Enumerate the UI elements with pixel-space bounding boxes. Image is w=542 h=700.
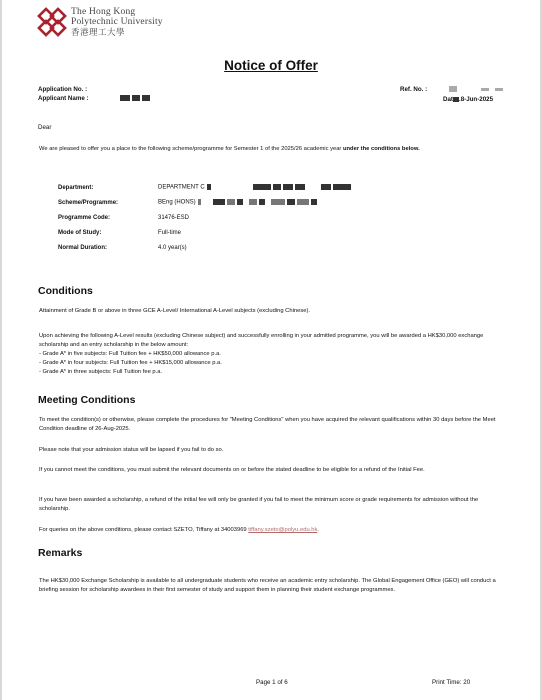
redaction <box>273 184 281 190</box>
redaction <box>120 95 130 101</box>
redaction <box>295 184 305 190</box>
application-no-label: Application No. : <box>38 86 88 93</box>
details-value: 4.0 year(s) <box>158 244 187 251</box>
redaction <box>333 184 351 190</box>
intro-paragraph <box>39 145 507 154</box>
conditions-paragraph-2: Upon achieving the following A-Level results (excluding Chinese subject) and successfully enrolling in your admitted programme, you will be awarded a HK$30,000 exchange scholarship and an entry scholarship in the below amount: <box>39 333 484 349</box>
redaction <box>481 88 489 91</box>
intro-bold-text: under the conditions below. <box>342 146 420 152</box>
university-name-line2: Polytechnic University <box>71 17 163 27</box>
details-value: Full-time <box>158 229 182 236</box>
redaction <box>287 199 295 205</box>
list-item: - Grade A* in five subjects: Full Tuition fee + HK$50,000 allowance p.a. <box>39 351 221 357</box>
ref-no <box>400 85 503 94</box>
details-row <box>58 195 351 210</box>
redaction <box>132 95 140 101</box>
university-name-line1: The Hong Kong <box>71 7 136 17</box>
programme-details-table <box>58 180 351 255</box>
university-name <box>71 7 163 37</box>
remarks-paragraph: The HK$30,000 Exchange Scholarship is available to all undergraduate students who receive an academic entry scholarship. The Global Engagement Office (GEO) will conduct a briefing session for scholarship awardees in their first semester of study and support them in planning their student exchange programmes. <box>39 578 496 594</box>
list-item: - Grade A* in three subjects: Full Tuition fee p.a. <box>39 369 163 376</box>
university-logo-icon <box>36 6 68 38</box>
redaction <box>321 184 331 190</box>
redaction <box>213 199 225 205</box>
details-value <box>158 195 351 210</box>
date-label: Dat <box>443 96 453 103</box>
meeting-paragraph-1: To meet the condition(s) or otherwise, please complete the procedures for "Meeting Conditions" when you have acquired the relevant qualifications within 30 days before the Meet Condition deadline of 26-Aug-2025. <box>39 417 496 433</box>
applicant-name-label-text: Applicant Name : <box>38 95 89 102</box>
details-label: Normal Duration: <box>58 244 108 251</box>
redaction <box>311 199 317 205</box>
details-row <box>58 225 351 240</box>
details-label: Programme Code: <box>58 214 111 221</box>
meeting-paragraph-3: If you cannot meet the conditions, you must submit the relevant documents on or before the stated deadline to be eligible for a refund of the Initial Fee. <box>39 467 425 473</box>
contact-email-link[interactable]: tiffany.szeto@polyu.edu.hk <box>248 527 318 533</box>
details-value-text: BEng (HONS) <box>158 199 196 206</box>
details-row <box>58 180 351 195</box>
redaction <box>495 88 503 91</box>
details-label: Department: <box>58 184 94 191</box>
redaction <box>207 184 211 190</box>
salutation: Dear <box>38 124 52 131</box>
details-row <box>58 210 351 225</box>
contact-suffix: . <box>317 527 320 533</box>
meeting-conditions-heading: Meeting Conditions <box>38 394 136 406</box>
details-value: 31476-ESD <box>158 214 190 221</box>
contact-text: For queries on the above conditions, please contact SZETO, Tiffany at 34003969 <box>39 527 249 533</box>
details-value-text: DEPARTMENT C <box>158 184 205 191</box>
details-label: Scheme/Programme: <box>58 199 119 206</box>
intro-text: We are pleased to offer you a place to the following scheme/programme for Semester 1 of the 2025/26 academic year <box>39 146 343 152</box>
redaction <box>249 199 257 205</box>
meeting-paragraph-5 <box>39 526 507 535</box>
ref-no-label: Ref. No. : <box>400 86 428 93</box>
details-label: Mode of Study: <box>58 229 102 236</box>
applicant-name-label <box>38 94 150 103</box>
redaction <box>253 184 271 190</box>
university-name-chinese: 香港理工大學 <box>71 27 126 37</box>
redaction <box>297 199 309 205</box>
details-row <box>58 240 351 255</box>
details-value <box>158 180 351 195</box>
redaction <box>237 199 243 205</box>
redaction <box>449 86 457 92</box>
list-item: - Grade A* in four subjects: Full Tuition fee + HK$15,000 allowance p.a. <box>39 360 222 367</box>
conditions-bullet-list <box>39 350 507 378</box>
document-title: Notice of Offer <box>224 58 318 73</box>
redaction <box>198 199 201 205</box>
meeting-paragraph-4: If you have been awarded a scholarship, a refund of the initial fee will only be granted if you fail to meet the minimum score or grade requirements for admission without the scholarship. <box>39 497 479 513</box>
page-number: Page 1 of 6 <box>256 679 288 686</box>
redaction <box>227 199 235 205</box>
conditions-heading: Conditions <box>38 285 93 297</box>
redaction <box>142 95 150 101</box>
redaction <box>259 199 265 205</box>
redaction <box>283 184 293 190</box>
offer-letter-page <box>2 0 540 700</box>
meeting-paragraph-2: Please note that your admission status will be lapsed if you fail to do so. <box>39 447 224 453</box>
conditions-paragraph-1: Attainment of Grade B or above in three GCE A-Level/ International A-Level subjects (excluding Chinese). <box>39 308 310 314</box>
remarks-heading: Remarks <box>38 547 83 559</box>
letter-date <box>443 95 493 104</box>
date-value: .8-Jun-2025 <box>458 96 494 103</box>
print-time: Print Time: 20 <box>432 679 471 686</box>
redaction <box>271 199 285 205</box>
